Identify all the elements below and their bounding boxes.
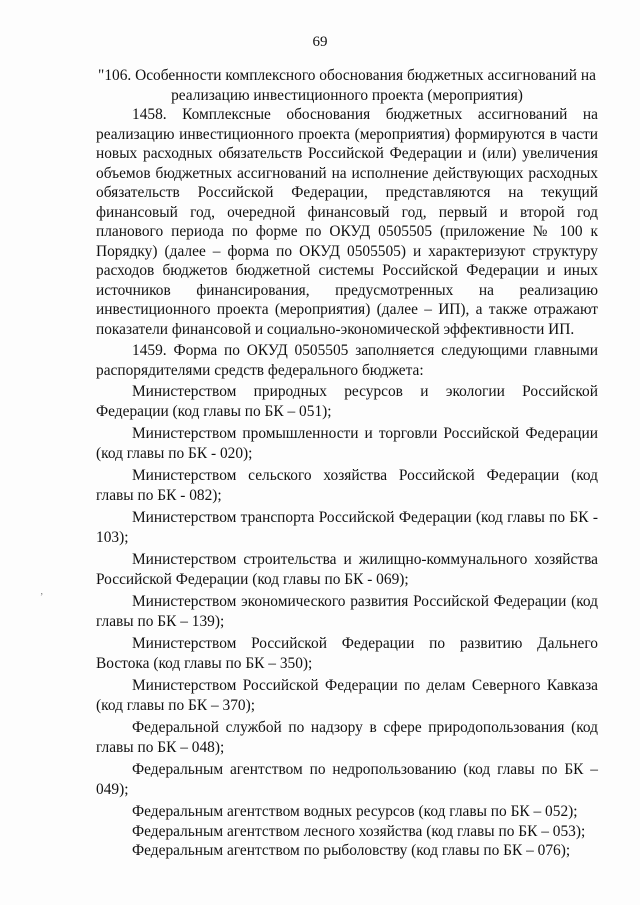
list-item: Министерством транспорта Российской Федерации (код главы по БК - 103);	[96, 509, 598, 546]
list-item: Министерством строительства и жилищно-коммунального хозяйства Российской Федерации (код главы по БК - 069);	[96, 551, 598, 588]
list-item: Федеральной службой по надзору в сфере природопользования (код главы по БК – 048);	[96, 719, 598, 756]
section-heading: "106. Особенности комплексного обоснования бюджетных ассигнований на реализацию инвестиционного проекта (мероприятия)	[98, 67, 596, 104]
page-number: 69	[312, 34, 328, 50]
list-item: Федеральным агентством водных ресурсов (код главы по БК – 052);	[132, 803, 578, 820]
list-item: Министерством природных ресурсов и экологии Российской Федерации (код главы по БК – 051);	[96, 383, 598, 420]
list-item: Федеральным агентством по недропользованию (код главы по БК – 049);	[96, 761, 598, 798]
scan-speck: ʼ	[40, 592, 44, 603]
list-item: Министерством Российской Федерации по делам Северного Кавказа (код главы по БК – 370);	[96, 677, 598, 714]
list-item: Федеральным агентством по рыболовству (код главы по БК – 076);	[132, 842, 571, 859]
list-item: Министерством промышленности и торговли Российской Федерации (код главы по БК - 020);	[96, 425, 598, 462]
list-item: Федеральным агентством лесного хозяйства (код главы по БК – 053);	[132, 822, 586, 840]
list-item: Министерством Российской Федерации по развитию Дальнего Востока (код главы по БК – 350);	[96, 635, 598, 672]
paragraph-1458: 1458. Комплексные обоснования бюджетных ассигнований на реализацию инвестиционного проекта (мероприятия) формируются в части новых расходных обязательств Российской Федерации и (или) увеличения объемов бюджетных ассигнований на исполнение действующих расходных обязательств Российской Федерации, представляются на текущий финансовый год, очередной финансовый год, первый и второй год планового периода по форме по ОКУД 0505505 (приложение № 100 к Порядку) (далее – форма по ОКУД 0505505) и характеризуют структуру расходов бюджетов бюджетной системы Российской Федерации и иных источников финансирования, предусмотренных на реализацию инвестиционного проекта (мероприятия) (далее – ИП), а также отражают показатели финансовой и социально-экономической эффективности ИП.	[96, 106, 598, 338]
list-item: Министерством сельского хозяйства Российской Федерации (код главы по БК - 082);	[96, 467, 598, 504]
list-item: Министерством экономического развития Российской Федерации (код главы по БК – 139);	[96, 593, 598, 630]
paragraph-1459: 1459. Форма по ОКУД 0505505 заполняется следующими главными распорядителями средств федерального бюджета:	[96, 342, 598, 379]
document-body	[96, 66, 598, 861]
distributor-list	[96, 382, 598, 861]
